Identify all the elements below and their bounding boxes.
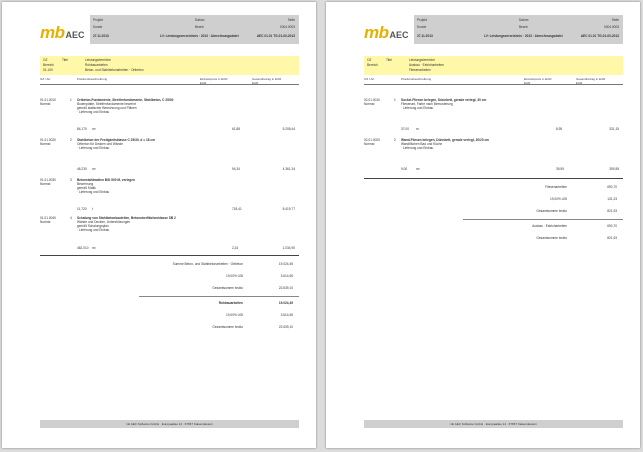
summary-value: 22.639,10 (278, 286, 293, 290)
position-oz: 02.01.0020 (364, 138, 380, 142)
bearbeiter-label: Bearb. (195, 25, 205, 29)
page-header-bar (90, 15, 299, 44)
position-number: 1 (70, 98, 72, 102)
col-oz: OZ / Art (364, 77, 375, 81)
table-header-rule (364, 84, 623, 85)
titel-label: Titel (62, 58, 68, 62)
page-footer: mb AEC Software GmbH · Europaallee 14 · 67657 Kaiserslautern (40, 420, 299, 428)
projekt-label: Projekt (93, 18, 103, 22)
section-header-bar (40, 56, 299, 75)
page-header-bar (414, 15, 623, 44)
position-desc: Ortbeton für Decken und Wände (77, 142, 123, 146)
position-item (40, 216, 299, 252)
position-desc: Bodenplatte, Streifenfundamente bewehrt (77, 102, 136, 106)
position-total: 359,55 (609, 167, 619, 171)
mbaec-logo: mbAEC (364, 23, 409, 42)
col-ep-unit: EUR (524, 80, 531, 85)
position-title: Sockel-Fliesen belegen, Dünnbett, gerade verlegt, 30 cm (401, 98, 487, 102)
col-text: Positionsbeschreibung (401, 77, 432, 81)
position-desc: Bewehrung (77, 182, 94, 186)
position-total: 1.034,90 (282, 246, 295, 250)
summary-value: 821,93 (607, 236, 617, 240)
position-quantity: 9,00 (401, 167, 408, 171)
col-oz: OZ / Art (40, 77, 51, 81)
position-number: 2 (70, 138, 72, 142)
summary-label: Gesamtsumme brutto (536, 236, 567, 240)
col-gp: Gesamtbetrag in EUR (252, 77, 282, 81)
col-ep: Einheitspreis in EUR (524, 77, 552, 81)
position-quantity: 11,720 (77, 207, 87, 211)
summary-row (453, 236, 623, 242)
header-date: 27.11.2013 (93, 34, 109, 38)
position-quantity: 46,230 (77, 167, 87, 171)
col-gp: Gesamtbetrag in EUR (576, 77, 606, 81)
position-title: Ortbeton-Fundamente, Streifenfundamente, Stahlbeton, C 25/30 (77, 98, 174, 102)
position-art: Normal (40, 142, 51, 146)
document-number: 0004.0003 (279, 25, 295, 29)
section-line-1: Leistungsbereiche (85, 58, 111, 62)
position-desc: Fliesenart, Farbe nach Bemusterung (401, 102, 453, 106)
document-number: 0004.0003 (603, 25, 619, 29)
col-gp-unit: EUR (576, 80, 583, 85)
section-separator (364, 178, 623, 179)
summary-row (129, 325, 299, 331)
section-separator (40, 255, 299, 256)
position-unit: m³ (92, 127, 96, 131)
position-unit: m³ (92, 167, 96, 171)
position-desc: · Lieferung und Einbau (77, 228, 110, 232)
position-unit-price: 39,95 (556, 167, 564, 171)
position-title: Wand-Fliesen belegen, Dünnbett, gerade verlegt, 20/20 cm (401, 138, 490, 142)
position-oz: 01.01.0040 (40, 216, 56, 220)
position-art: Normal (40, 102, 51, 106)
oz-label: OZ (43, 58, 48, 62)
summary-value: 690,70 (607, 185, 617, 189)
header-date: 27.11.2013 (417, 34, 433, 38)
position-desc: · Lieferung und Einbau (77, 110, 110, 114)
section-line-3: Beton- und Stahlbetonarbeiten · Ortbeton (85, 68, 144, 72)
summary-label: Ausbau · Estricharbeiten (532, 224, 567, 228)
position-item (364, 138, 623, 174)
position-desc: · Lieferung und Einbau (77, 190, 110, 194)
summary-rule (463, 219, 623, 220)
datum-label: Datum (195, 18, 205, 22)
summary-row (453, 185, 623, 191)
position-total: 331,15 (609, 127, 619, 131)
summary-value: 3.614,65 (280, 313, 293, 317)
position-quantity: 84,170 (77, 127, 87, 131)
col-text: Positionsbeschreibung (77, 77, 108, 81)
summary-label: Fliesenarbeiten (545, 185, 567, 189)
projekt-label: Projekt (417, 18, 427, 22)
summary-value: 131,23 (607, 197, 617, 201)
summary-label: 19,00% USt (225, 274, 243, 278)
position-art: Normal (40, 182, 51, 186)
position-quantity: 37,00 (401, 127, 409, 131)
summary-label: Gesamtsumme brutto (212, 325, 243, 329)
position-desc: · Lieferung und Einbau (401, 146, 434, 150)
position-desc: Wände und Decken, Unterstützungen (77, 220, 131, 224)
summary-value: 19.024,45 (278, 262, 293, 266)
lv-id: AEC 01.01 TG-01-00-2013 (580, 34, 619, 38)
summary-label: Gesamtsumme brutto (536, 209, 567, 213)
table-header (40, 76, 299, 84)
summary-value: 690,70 (607, 224, 617, 228)
section-line-2: Ausbau · Estricharbeiten (409, 63, 444, 67)
datum-label: Datum (519, 18, 529, 22)
section-line-1: Leistungsbereiche (409, 58, 435, 62)
seite-label: Seite (611, 18, 619, 22)
position-art: Normal (40, 220, 51, 224)
summary-row (129, 313, 299, 319)
document-page-1 (2, 2, 316, 448)
table-header (364, 76, 623, 84)
position-unit: m² (92, 246, 96, 250)
summary-row (453, 197, 623, 203)
summary-row (453, 209, 623, 215)
position-desc: Wandflächen Bad und Küche (401, 142, 443, 146)
summary-value: 821,93 (607, 209, 617, 213)
page-footer: mb AEC Software GmbH · Europaallee 14 · 67657 Kaiserslautern (364, 420, 623, 428)
oz-label: OZ (367, 58, 372, 62)
position-total: 5.208,44 (282, 127, 295, 131)
bearbeiter-label: Bearb. (519, 25, 529, 29)
position-number: 4 (70, 216, 72, 220)
position-oz: 01.01.0010 (40, 98, 56, 102)
titel-label: Titel (386, 58, 392, 62)
section-line-2: Rohbauarbeiten (85, 63, 108, 67)
position-unit-price: 2,24 (232, 246, 239, 250)
summary-label: Summe Beton- und Stahlbetonarbeiten · Ortbeton (172, 262, 243, 266)
position-title: Stahlbeton der Festigkeitsklasse C 25/30, d = 18 cm (77, 138, 156, 142)
position-desc: gemäß Schalungsplan (77, 224, 109, 228)
document-page-2 (326, 2, 640, 448)
position-item (40, 178, 299, 214)
position-desc: · Lieferung und Einbau (77, 146, 110, 150)
position-desc: · Lieferung und Einbau (401, 106, 434, 110)
summary-row (453, 224, 623, 230)
summary-value: 19.024,45 (278, 301, 293, 305)
col-ep-unit: EUR (200, 80, 207, 85)
position-oz: 01.01.0020 (40, 138, 56, 142)
position-total: 4.361,34 (282, 167, 295, 171)
position-unit-price: 61,88 (232, 127, 240, 131)
mbaec-logo: mbAEC (40, 23, 85, 42)
position-title: Betonstahlmatten BSt 500 M, verlegen (77, 178, 135, 182)
summary-label: Gesamtsumme brutto (212, 286, 243, 290)
position-unit-price: 94,34 (232, 167, 240, 171)
position-unit: m (416, 127, 419, 131)
summary-label: 19,00% USt (549, 197, 567, 201)
position-title: Schalung von Stahlbetonbauteilen, Betonoberflächenklasse SB 2 (77, 216, 176, 220)
col-gp-unit: EUR (252, 80, 259, 85)
summary-label: Rohbauarbeiten (218, 301, 243, 305)
position-desc: gemäß Statik (77, 186, 96, 190)
position-total: 8.419,77 (282, 207, 295, 211)
position-oz: 01.01.0030 (40, 178, 56, 182)
position-item (40, 138, 299, 174)
lv-title: LV: Leistungsverzeichnis · 2013 · Abrechnungsdatei (160, 34, 239, 38)
position-number: 1 (394, 98, 396, 102)
position-desc: gemäß statischer Berechnung und Plänen (77, 106, 137, 110)
position-unit-price: 718,41 (232, 207, 242, 211)
kunde-label: Kunde (417, 25, 427, 29)
lv-title: LV: Leistungsverzeichnis · 2013 · Abrechnungsdatei (484, 34, 563, 38)
position-unit-price: 8,95 (556, 127, 563, 131)
position-art: Normal (364, 142, 375, 146)
bereich-label: Bereich (43, 63, 54, 67)
col-ep: Einheitspreis in EUR (200, 77, 228, 81)
seite-label: Seite (287, 18, 295, 22)
summary-rule (139, 296, 299, 297)
section-line-3: Fliesenarbeiten (409, 68, 431, 72)
position-unit: m² (416, 167, 420, 171)
position-unit: t (92, 207, 93, 211)
lv-id: AEC 01.01 TG-01-00-2013 (256, 34, 295, 38)
position-art: Normal (364, 102, 375, 106)
oz-value: 01.100 (43, 68, 53, 72)
position-quantity: 462,010 (77, 246, 89, 250)
bereich-label: Bereich (367, 63, 378, 67)
summary-row (129, 274, 299, 280)
summary-label: 19,00% USt (225, 313, 243, 317)
summary-row (129, 286, 299, 292)
section-header-bar (364, 56, 623, 75)
position-item (364, 98, 623, 134)
table-header-rule (40, 84, 299, 85)
summary-row (129, 262, 299, 268)
position-item (40, 98, 299, 138)
summary-row (129, 301, 299, 307)
position-oz: 02.01.0010 (364, 98, 380, 102)
position-number: 2 (394, 138, 396, 142)
summary-value: 22.639,10 (278, 325, 293, 329)
summary-value: 3.614,65 (280, 274, 293, 278)
kunde-label: Kunde (93, 25, 103, 29)
position-number: 3 (70, 178, 72, 182)
